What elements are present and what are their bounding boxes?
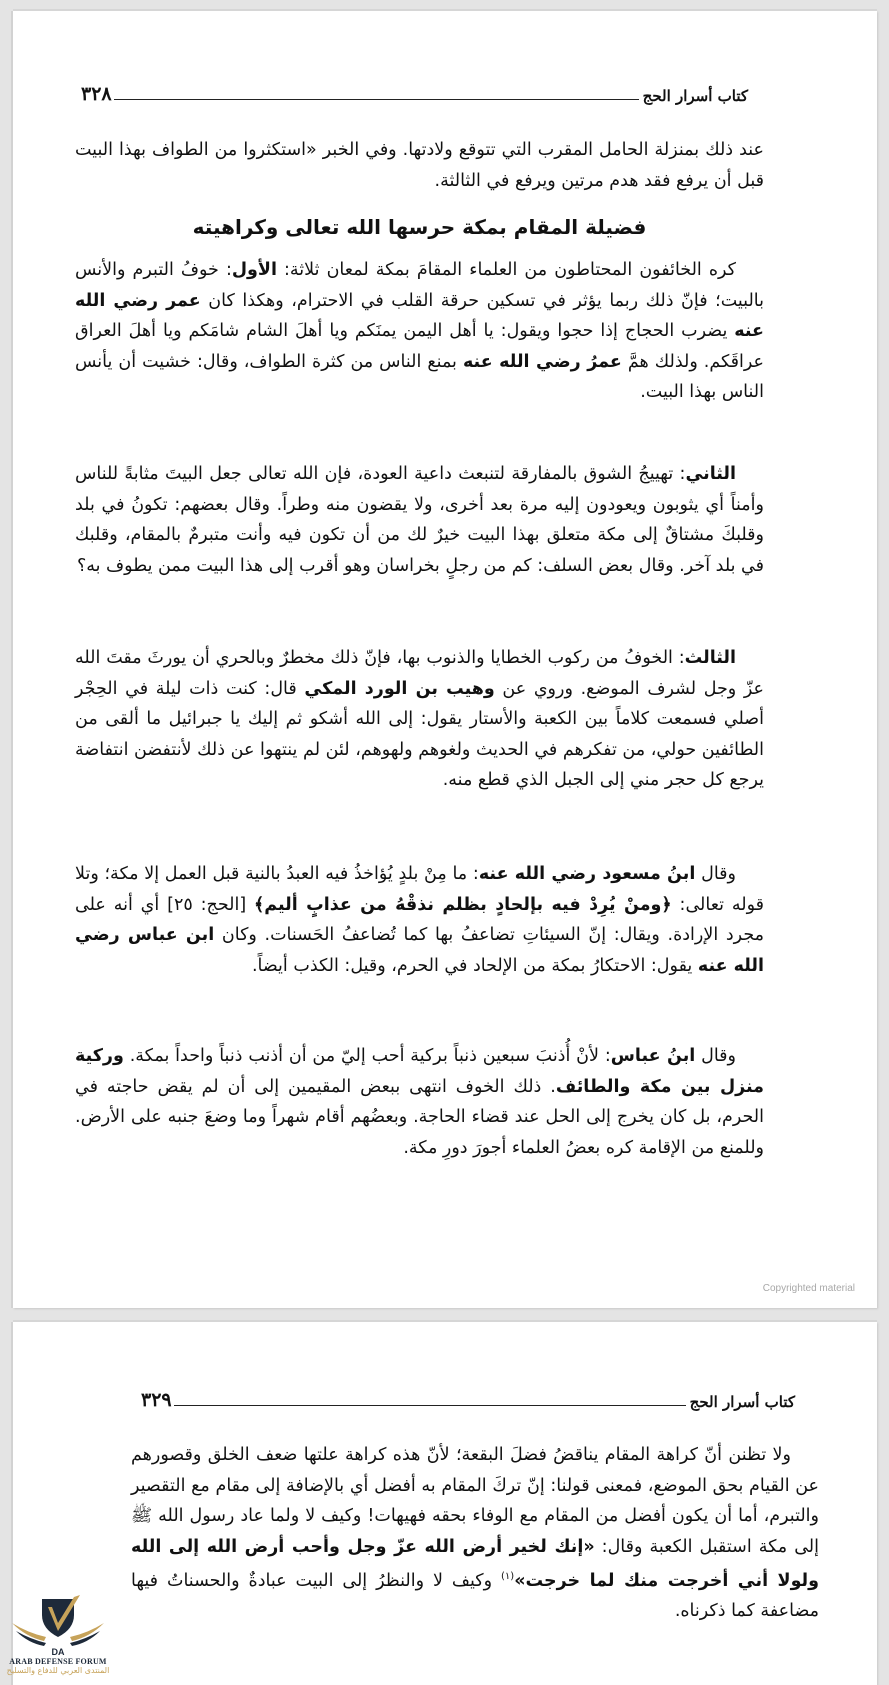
header-rule (174, 1405, 686, 1406)
watermark-logo (2, 1593, 114, 1685)
header-rule (114, 99, 639, 100)
intro-text: عند ذلك بمنزلة الحامل المقرب التي تتوقع ولادتها. وفي الخبر «استكثروا من الطواف بهذا البيت قبل أن يرفع فقد هدم مرتين ويرفع في الثالثة. (75, 140, 764, 191)
paragraph-text (75, 255, 764, 408)
quran-verse: ﴿ومنْ يُرِدْ فيه بإلحادٍ بظلم نذقْهُ من عذابٍ أليم﴾ (254, 894, 672, 915)
page-number: ٣٢٩ (141, 1389, 172, 1411)
text-span: وكيف لا والنظرُ إلى البيت عبادةٌ والحسناتُ فيها مضاعفة كما ذكرناه. (131, 1570, 819, 1622)
logo-name-ar: المنتدى العربي للدفاع والتسليح (6, 1666, 110, 1675)
running-header (79, 81, 752, 105)
footnote-marker[interactable]: (١) (501, 1571, 515, 1582)
text-span: [الحج: ٢٥] أي أنه على مجرد الإرادة. ويقال: إنّ السيئاتِ تضاعفُ بها كما تُضاعفُ الحَسنات. وكان (75, 894, 764, 945)
shield-wings-icon (8, 1593, 108, 1659)
paragraph-text (75, 643, 764, 796)
bold-term: الثاني (685, 464, 736, 484)
bold-term: الثالث (684, 648, 736, 668)
bold-name: عمرُ رضي الله عنه (462, 351, 622, 372)
bold-note: وركية منزل بين مكة والطائف (75, 1046, 764, 1097)
bold-term: الأول (231, 260, 277, 280)
paragraph-first-reason (75, 255, 764, 408)
text-span: يقول: الاحتكارُ بمكة من الإلحاد في الحرم، وقيل: الكذب أيضاً. (251, 955, 698, 976)
book-page-329 (13, 1322, 877, 1685)
text-span: : لأنْ أُذنبَ سبعين ذنباً بركية أحب إليّ من أن أذنب ذنباً واحداً بمكة. (123, 1046, 611, 1066)
paragraph-ibn-masud (75, 859, 764, 981)
running-header (139, 1387, 799, 1411)
paragraph-text (75, 1041, 764, 1163)
paragraph-text (75, 859, 764, 981)
bold-name: ابنُ عباس (610, 1046, 696, 1066)
text-span: وقال (695, 864, 736, 884)
text-span: وقال (695, 1046, 736, 1066)
paragraph-virtue (131, 1440, 819, 1627)
bold-name: ابنُ مسعود رضي الله عنه (478, 864, 696, 884)
text-span: : تهييجُ الشوق بالمفارقة لتنبعث داعية العودة، فإن الله تعالى جعل البيتَ مثابةً للناس وأمناً أي يثوبون ويعودون إليه مرة بعد أخرى، ولا يقضون منه وطراً. وقال بعضهم: تكونُ في بلد وقلبكَ مشتاقٌ إلى مكة متعلق بهذا البيت خيرٌ لك من أن تكون فيه وأنت متبرمٌ بالمقام، وقلبك في بلد آخر. وقال بعض السلف: كم من رجلٍ بخراسان وهو أقرب إلى هذا البيت ممن يطوف به؟ (75, 464, 764, 576)
running-title: كتاب أسرار الحج (689, 1393, 795, 1411)
copyright-notice: Copyrighted material (762, 1283, 855, 1294)
section-heading: فضيلة المقام بمكة حرسها الله تعالى وكراهيته (192, 215, 647, 239)
bold-name: عمر رضي الله عنه (75, 290, 764, 341)
logo-name-en: ARAB DEFENSE FORUM (9, 1657, 107, 1666)
paragraph-ibn-abbas (75, 1041, 764, 1163)
text-span: بمنع الناس من كثرة الطواف، وقال: خشيت أن يأنس الناس بهذا البيت. (75, 351, 764, 402)
text-span: قال: كنت ذات ليلة في الحِجْر أصلي فسمعت كلاماً بين الكعبة والأستار يقول: إلى الله أشكو ثم إليك يا جبرائيل ما ألقى من الطائفين حولي، من تفكرهم في الحديث ولغوهم ولهوهم، لئن لم ينتهوا عن ذلك لأنتفضن انتفاضة يرجع كل حجر مني إلى الجبل الذي قطع منه. (75, 678, 764, 790)
text-span: . ذلك الخوف انتهى ببعض المقيمين إلى أن لم يقض حاجته في الحرم، بل كان يخرج إلى الحل عند قضاء الحاجة. وبعضُهم أقام شهراً وما وضعَ جنبه على الأرض. وللمنع من الإقامة كره بعضُ العلماء أجورَ دورِ مكة. (75, 1076, 764, 1158)
intro-paragraph (75, 135, 764, 196)
bold-name: وهيب بن الورد المكي (304, 678, 495, 699)
hadith-quote: «إنك لخير أرض الله عزّ وجل وأحب أرض الله إلى الله ولولا أني أخرجت منك لما خرجت» (131, 1536, 819, 1591)
paragraph-second-reason (75, 459, 764, 581)
text-span: كره الخائفون المحتاطون من العلماء المقامَ بمكة لمعان ثلاثة: (276, 260, 736, 280)
paragraph-third-reason (75, 643, 764, 796)
text-span: يضرب الحجاج إذا حجوا ويقول: يا أهل اليمن يمنَكم ويا أهلَ الشام شامَكم ويا أهلَ العراق عراقَكم. ولذلك همَّ (75, 321, 765, 372)
text-span: : خوفُ التبرم والأنس بالبيت؛ فإنّ ذلك ربما يؤثر في تسكين حرقة القلب في الاحترام، وهكذا كان (75, 260, 764, 311)
paragraph-text (75, 459, 764, 581)
text-span: ولا تظنن أنّ كراهة المقام يناقضُ فضلَ البقعة؛ لأنّ هذه كراهة علتها ضعف الخلق وقصورهم عن القيام بحق الموضع، فمعنى قولنا: إنّ تركَ المقام به أفضل أي بالإضافة إلى مقام مع التقصير والتبرم، أما أن يكون أفضل من المقام مع الوفاء بحقه فهيهات! وكيف لا ولما عاد رسول الله ﷺ إلى مكة استقبل الكعبة وقال: (131, 1445, 819, 1557)
book-page-328 (13, 11, 877, 1308)
logo-monogram: DA (51, 1647, 65, 1657)
bold-name: ابن عباس رضي الله عنه (75, 925, 764, 976)
paragraph-text (131, 1440, 819, 1627)
text-span: : الخوفُ من ركوب الخطايا والذنوب بها، فإنّ ذلك مخطرٌ وبالحري أن يورثَ مقتَ الله عزّ وجل لشرف الموضع. وروي عن (75, 648, 765, 699)
page-number: ٣٢٨ (81, 83, 112, 105)
text-span: : ما مِنْ بلدٍ يُؤاخذُ فيه العبدُ بالنية قبل العمل إلا مكة؛ وتلا قوله تعالى: (75, 864, 764, 915)
running-title: كتاب أسرار الحج (642, 87, 748, 105)
